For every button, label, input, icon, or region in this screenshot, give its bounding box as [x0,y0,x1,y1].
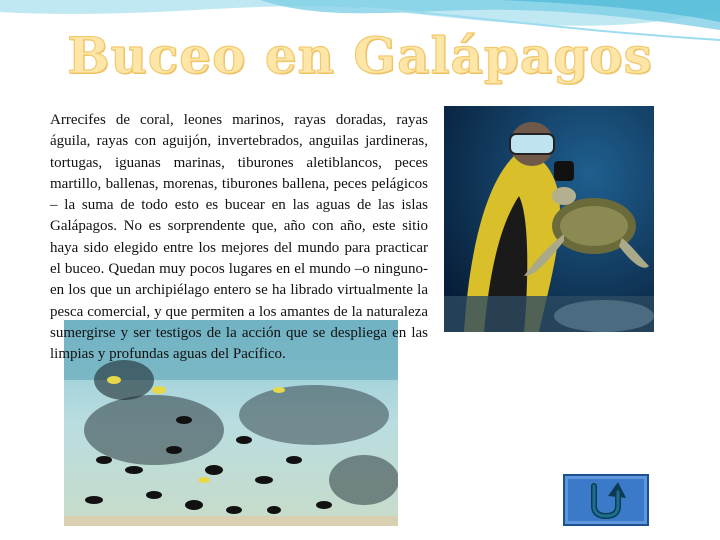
u-turn-arrow-icon [584,480,628,520]
diver-with-sea-turtle-photo [444,106,654,332]
back-button[interactable] [563,474,649,526]
slide-body-text: Arrecifes de coral, leones marinos, rayas doradas, rayas águila, rayas con aguijón, invertebrados, anguilas jardineras, tortugas, iguanas marinas, tiburones aletiblancos, peces martillo, ballenas, morenas, tiburones ballena, peces pelágicos – la suma de todo esto es bucear en las aguas de las islas Galápagos. No es sorprendente que, año con año, este sitio haya sido elegido entre los mejores del mundo para practicar el buceo. Quedan muy pocos lugares en el mundo –o ninguno- en los que un archipiélago entero se ha librado virtualmente la pesca comercial, y que permiten a los amantes de la naturaleza sumergirse y ser testigos de la acción que se despliega en las limpias y profundas aguas del Pacífico. [50,112,428,363]
slide-title: Buceo en Galápagos [67,26,653,85]
